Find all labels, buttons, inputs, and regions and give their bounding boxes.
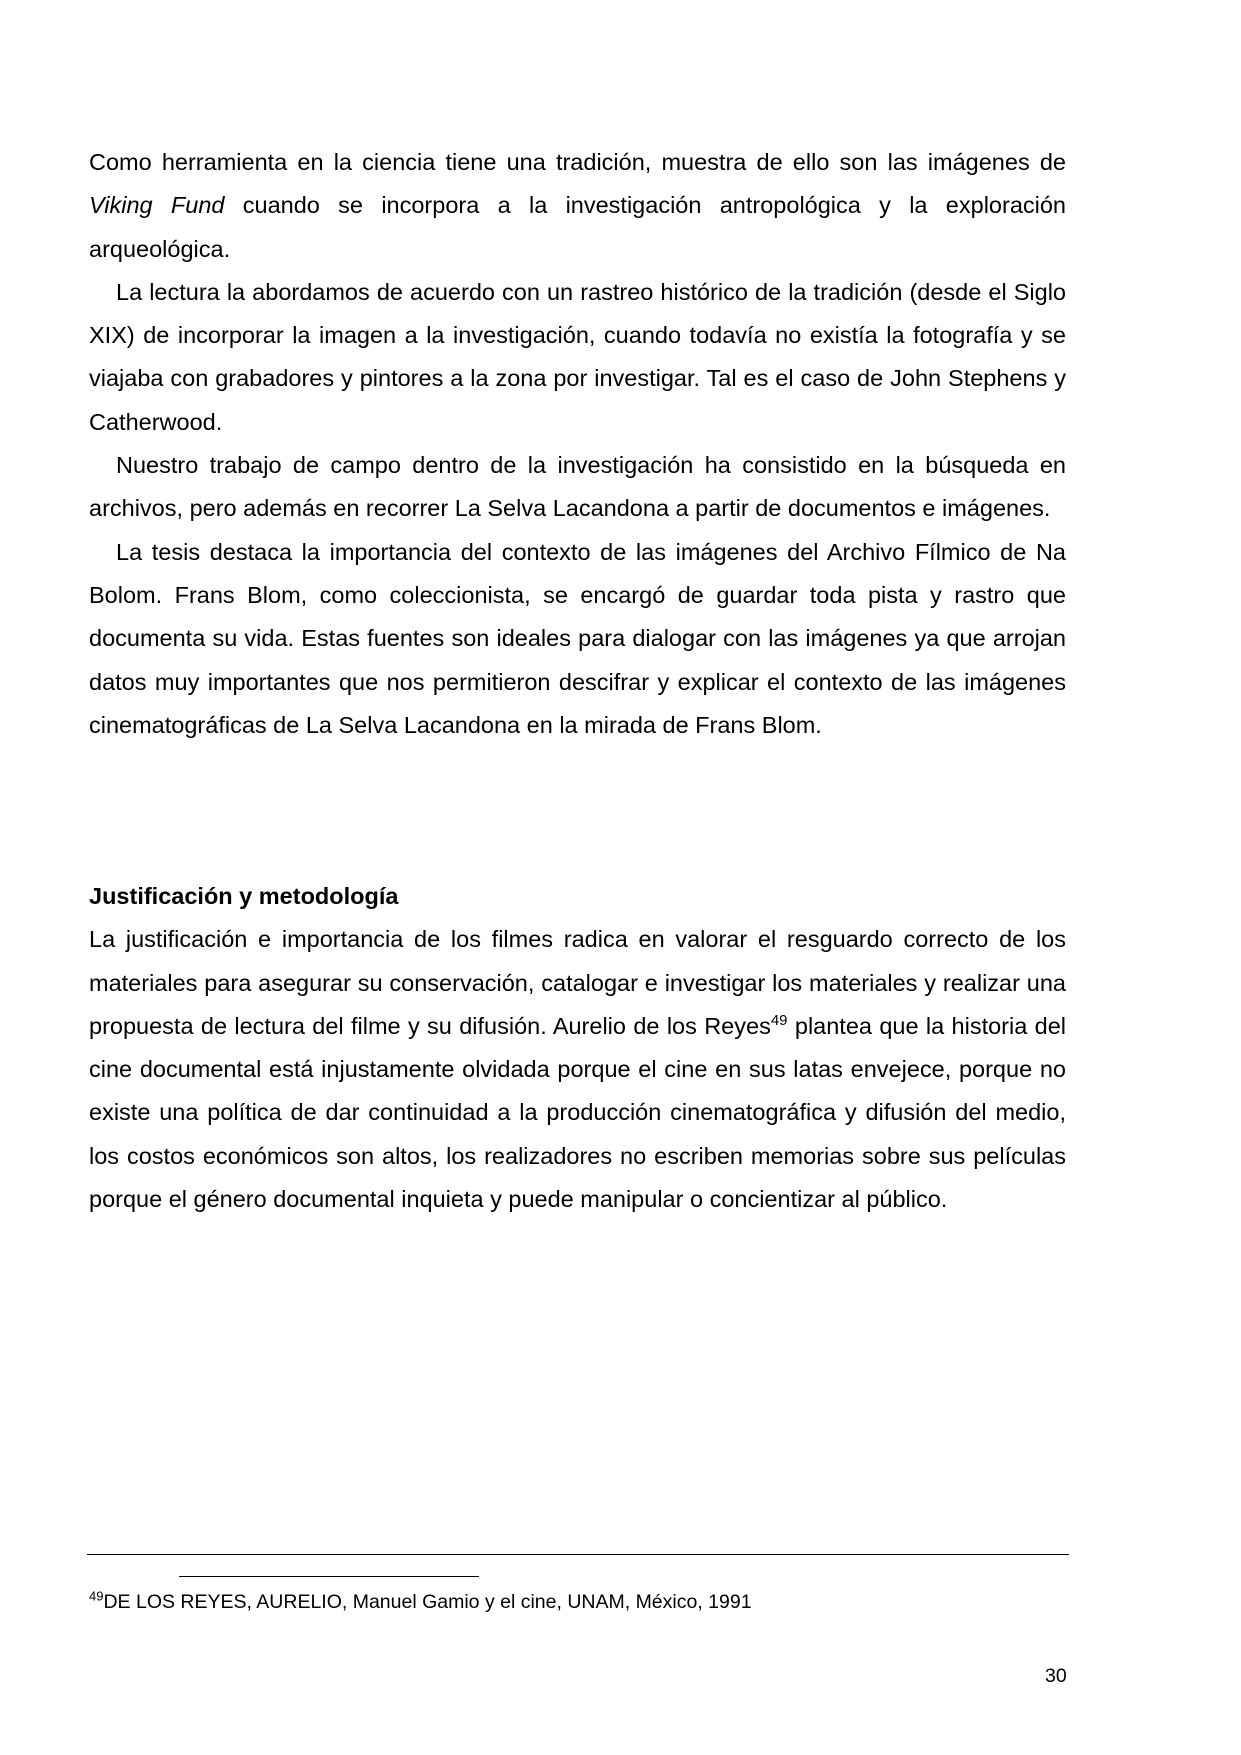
section-heading: Justificación y metodología [89,883,399,909]
justification-section [89,875,1066,1221]
footnote-reference[interactable]: 49 [770,1012,788,1030]
footnote-text: DE LOS REYES, AURELIO, Manuel Gamio y el cine, UNAM, México, 1991 [103,1591,752,1613]
page-number: 30 [1045,1665,1067,1687]
paragraph-thesis: La tesis destaca la importancia del contexto de las imágenes del Archivo Fílmico de Na Bolom. Frans Blom, como coleccionista, se encargó de guardar toda pista y rastro que documenta su vida. Estas fuentes son ideales para dialogar con las imágenes ya que arrojan datos muy importantes que nos permitieron descifrar y explicar el contexto de las imágenes cinematográficas de La Selva Lacandona en la mirada de Frans Blom. [89,538,1066,738]
footnote-separator [179,1576,479,1577]
paragraph-text: plantea que la historia del cine documental está injustamente olvidada porque el cine en sus latas envejece, porque no existe una política de dar continuidad a la producción cinematográfica y difusión del medio, los costos económicos son altos, los realizadores no escriben memorias sobre sus películas porque el género documental inquieta y puede manipular o concientizar al público. [89,1012,1067,1213]
paragraph-fieldwork: Nuestro trabajo de campo dentro de la investigación ha consistido en la búsqueda en archivos, pero además en recorrer La Selva Lacandona a partir de documentos e imágenes. [89,452,1066,522]
paragraph-text: cuando se incorpora a la investigación antropológica y la exploración arqueológica. [89,192,1066,262]
paragraph-text: Como herramienta en la ciencia tiene una tradición, muestra de ello son las imágenes de [89,149,1066,175]
footnote-divider [87,1554,1069,1555]
paragraph-reading: La lectura la abordamos de acuerdo con un rastreo histórico de la tradición (desde el Siglo XIX) de incorporar la imagen a la investigación, cuando todavía no existía la fotografía y se viajaba con grabadores y pintores a la zona por investigar. Tal es el caso de John Stephens y Catherwood. [89,278,1066,435]
paragraph-justification [89,918,1066,1221]
footnote [89,1589,752,1615]
viking-fund-italic: Viking Fund [89,192,225,219]
body-text [89,141,1066,747]
paragraph-text: La justificación e importancia de los filmes radica en valorar el resguardo correcto de los materiales para asegurar su conservación, catalogar e investigar los materiales y realizar una propuesta de lectura del filme y su difusión. Aurelio de los Reyes [89,926,1066,1039]
paragraph-viking-fund [89,141,1066,271]
footnote-number: 49 [89,1588,104,1604]
